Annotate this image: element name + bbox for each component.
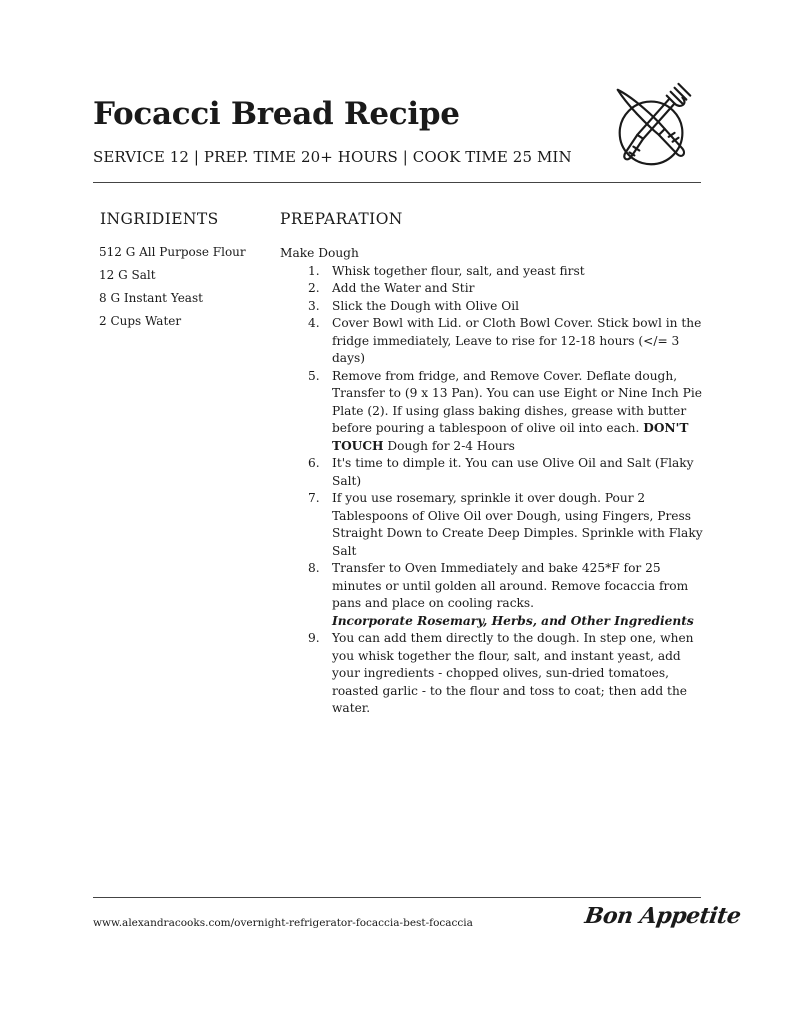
step-text: Transfer to Oven Immediately and bake 425*F for 25 minutes or until golden all around. Remove focaccia from pans and place on cooling racks.	[332, 561, 689, 610]
preparation-heading: PREPARATION	[280, 210, 403, 228]
step-item	[280, 560, 710, 613]
step-number: 1.	[308, 263, 320, 278]
step-number: 2.	[308, 281, 320, 295]
header-divider	[93, 182, 701, 183]
preparation-section	[280, 245, 710, 718]
step-item	[280, 490, 710, 560]
ingredient-item: 2 Cups Water	[99, 314, 182, 328]
step-text: Whisk together flour, salt, and yeast first	[332, 263, 585, 278]
prep-intro: Make Dough	[280, 246, 359, 260]
section-note: Incorporate Rosemary, Herbs, and Other Ingredients	[332, 613, 694, 628]
step-text: Add the Water and Stir	[332, 281, 475, 295]
step-text: Remove from fridge, and Remove Cover. Deflate dough, Transfer to (9 x 13 Pan). You can use Eight or Nine Inch Pie Plate (2). If using glass baking dishes, grease with butter before pouring a tablespoon of olive oil into each.	[332, 368, 702, 435]
warning-emphasis: DON'T TOUCH	[332, 421, 689, 453]
footer-divider	[93, 897, 701, 898]
step-text: It's time to dimple it. You can use Olive Oil and Salt (Flaky Salt)	[332, 456, 694, 488]
step-text: Slick the Dough with Olive Oil	[332, 298, 520, 313]
page-title: Focacci Bread Recipe	[93, 96, 460, 132]
step-item	[280, 455, 710, 490]
ingredient-item: 512 G All Purpose Flour	[99, 245, 246, 259]
step-text: You can add them directly to the dough. In step one, when you whisk together the flour, salt, and instant yeast, add your ingredients - chopped olives, sun-dried tomatoes, roasted garlic - to the flour and toss to coat; then add the water.	[332, 631, 694, 715]
ingredients-list	[99, 245, 246, 337]
step-number: 6.	[308, 456, 320, 470]
ingredient-item: 12 G Salt	[99, 268, 156, 282]
step-item	[280, 280, 710, 298]
step-text-tail: Dough for 2-4 Hours	[383, 438, 515, 453]
step-item	[280, 630, 710, 718]
step-text: Cover Bowl with Lid. or Cloth Bowl Cover. Stick bowl in the fridge immediately, Leave to rise for 12-18 hours (</= 3 days)	[332, 316, 702, 365]
ingredients-heading: INGRIDIENTS	[100, 210, 219, 228]
step-text: If you use rosemary, sprinkle it over dough. Pour 2 Tablespoons of Olive Oil over Dough, using Fingers, Press Straight Down to Create Deep Dimples. Sprinkle with Flaky Salt	[332, 491, 703, 558]
step-number: 9.	[308, 631, 320, 645]
source-url: www.alexandracooks.com/overnight-refrigerator-focaccia-best-focaccia	[93, 917, 473, 929]
brand-signature: Bon Appetite	[583, 903, 743, 929]
step-item	[280, 315, 710, 368]
step-number: 3.	[308, 298, 320, 313]
step-item	[280, 263, 710, 281]
step-number: 4.	[308, 316, 320, 330]
step-item	[280, 368, 710, 456]
ingredient-item: 8 G Instant Yeast	[99, 291, 203, 305]
knife-fork-plate-icon	[604, 78, 702, 176]
step-number: 5.	[308, 368, 320, 383]
recipe-meta: SERVICE 12 | PREP. TIME 20+ HOURS | COOK TIME 25 MIN	[93, 148, 572, 166]
step-number: 8.	[308, 561, 320, 575]
step-item	[280, 298, 710, 316]
step-number: 7.	[308, 491, 320, 505]
